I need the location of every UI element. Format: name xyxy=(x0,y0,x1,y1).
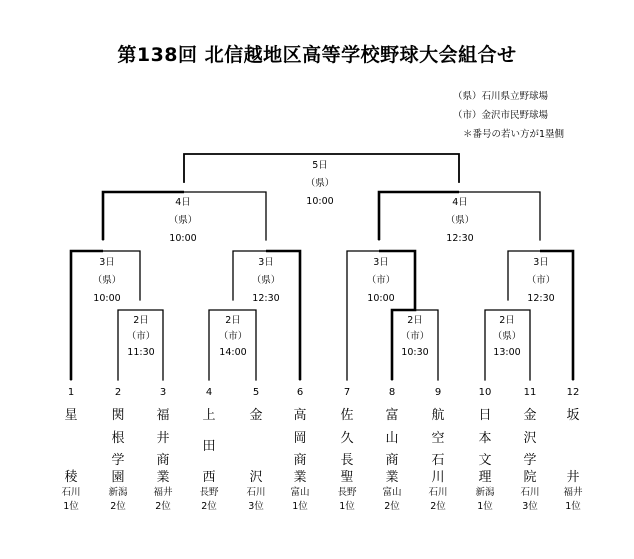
team-rank: 2位 xyxy=(155,501,171,512)
team-rank: 3位 xyxy=(248,501,264,512)
team-prefecture: 福井 xyxy=(153,487,173,498)
team-rank: 2位 xyxy=(110,501,126,512)
team-name-char: 学 xyxy=(111,453,125,468)
team-name-char: 商 xyxy=(156,453,170,468)
team-name-char: 文 xyxy=(478,453,492,468)
team-rank: 1位 xyxy=(477,501,493,512)
match-venue: （県） xyxy=(168,215,198,226)
team-seed-number: 4 xyxy=(205,387,213,398)
team-seed-number: 8 xyxy=(388,387,396,398)
team-name-char: 商 xyxy=(293,453,307,468)
team-rank: 2位 xyxy=(201,501,217,512)
match-day: 5日 xyxy=(312,160,328,171)
match-venue: （県） xyxy=(92,275,122,286)
match-r2 xyxy=(203,314,263,359)
team-rank: 1位 xyxy=(339,501,355,512)
legend-venue-prefectural: （県）石川県立野球場 xyxy=(453,91,549,102)
team-prefecture: 富山 xyxy=(382,487,402,498)
team-name-char: 業 xyxy=(156,470,170,485)
match-venue: （県） xyxy=(251,275,281,286)
match-qf1 xyxy=(77,256,137,305)
team-prefecture: 新潟 xyxy=(108,487,128,498)
match-semi-right xyxy=(430,196,490,245)
team-seed-number: 10 xyxy=(478,387,492,398)
match-day: 4日 xyxy=(452,197,468,208)
team-name-char: 井 xyxy=(566,470,580,485)
match-final xyxy=(290,159,350,208)
match-day: 2日 xyxy=(133,315,149,326)
match-day: 3日 xyxy=(373,257,389,268)
team-name-char: 業 xyxy=(293,470,307,485)
match-qf4 xyxy=(511,256,571,305)
team-name-char: 石 xyxy=(431,453,445,468)
match-day: 3日 xyxy=(258,257,274,268)
match-r3 xyxy=(385,314,445,359)
page-title: 第138回 北信越地区高等学校野球大会組合せ xyxy=(117,44,517,66)
match-time: 12:30 xyxy=(527,293,555,304)
match-venue: （県） xyxy=(445,215,475,226)
team-name-char: 西 xyxy=(202,470,216,485)
match-qf2 xyxy=(236,256,296,305)
team-rank: 2位 xyxy=(384,501,400,512)
team-seed-number: 6 xyxy=(296,387,304,398)
team-name-char: 関 xyxy=(111,408,125,423)
team-seed-number: 9 xyxy=(434,387,442,398)
match-day: 4日 xyxy=(175,197,191,208)
team-name-char: 園 xyxy=(111,470,125,485)
team-name-char: 富 xyxy=(385,408,399,423)
team-name-char: 金 xyxy=(523,408,537,423)
team-prefecture: 石川 xyxy=(520,487,540,498)
match-time: 12:30 xyxy=(252,293,280,304)
match-time: 14:00 xyxy=(219,347,247,358)
match-time: 10:00 xyxy=(367,293,395,304)
team-prefecture: 富山 xyxy=(290,487,310,498)
team-name-char: 金 xyxy=(249,408,263,423)
team-name-char: 沢 xyxy=(523,431,537,446)
match-r4 xyxy=(477,314,537,359)
team-name-char: 川 xyxy=(431,470,445,485)
team-seed-number: 3 xyxy=(159,387,167,398)
team-rank: 1位 xyxy=(292,501,308,512)
team-rank: 2位 xyxy=(430,501,446,512)
match-r1 xyxy=(111,314,171,359)
team-name-char: 坂 xyxy=(566,408,580,423)
match-time: 11:30 xyxy=(127,347,155,358)
team-seed-number: 7 xyxy=(343,387,351,398)
match-day: 2日 xyxy=(225,315,241,326)
team-rank: 1位 xyxy=(565,501,581,512)
team-name-char: 井 xyxy=(156,431,170,446)
team-name-char: 航 xyxy=(431,408,445,423)
team-name-char: 空 xyxy=(431,431,445,446)
match-qf3 xyxy=(351,256,411,305)
team-seed-number: 2 xyxy=(114,387,122,398)
match-day: 3日 xyxy=(533,257,549,268)
team-name-char: 理 xyxy=(478,470,492,485)
match-time: 10:00 xyxy=(169,233,197,244)
team-name-char: 沢 xyxy=(249,470,263,485)
legend-note-first-base: ＊番号の若い方が1塁側 xyxy=(463,129,565,140)
team-prefecture: 長野 xyxy=(337,487,357,498)
team-name-char: 聖 xyxy=(340,470,354,485)
team-name-char: 本 xyxy=(478,431,492,446)
team-seed-number: 1 xyxy=(67,387,75,398)
team-prefecture: 長野 xyxy=(199,487,219,498)
team-name-char: 久 xyxy=(340,431,354,446)
team-name-char: 上 xyxy=(202,408,216,423)
match-time: 12:30 xyxy=(446,233,474,244)
team-name-char: 高 xyxy=(293,408,307,423)
match-venue: （市） xyxy=(126,331,156,342)
team-name-char: 商 xyxy=(385,453,399,468)
match-time: 13:00 xyxy=(493,347,521,358)
match-venue: （市） xyxy=(218,331,248,342)
team-prefecture: 福井 xyxy=(563,487,583,498)
team-name-char: 院 xyxy=(523,470,537,485)
team-name-char: 稜 xyxy=(64,470,78,485)
match-venue: （市） xyxy=(366,275,396,286)
team-seed-number: 5 xyxy=(252,387,260,398)
team-rank: 1位 xyxy=(63,501,79,512)
match-time: 10:00 xyxy=(93,293,121,304)
team-prefecture: 石川 xyxy=(428,487,448,498)
match-semi-left xyxy=(153,196,213,245)
match-venue: （市） xyxy=(526,275,556,286)
match-day: 2日 xyxy=(499,315,515,326)
team-name-char: 田 xyxy=(202,439,216,454)
team-prefecture: 石川 xyxy=(246,487,266,498)
team-name-char: 日 xyxy=(478,408,492,423)
team-prefecture: 石川 xyxy=(61,487,81,498)
team-name-char: 学 xyxy=(523,453,537,468)
match-venue: （市） xyxy=(400,331,430,342)
team-name-char: 福 xyxy=(156,408,170,423)
team-name-char: 業 xyxy=(385,470,399,485)
match-venue: （県） xyxy=(492,331,522,342)
team-prefecture: 新潟 xyxy=(475,487,495,498)
team-name-char: 星 xyxy=(64,408,78,423)
team-name-char: 岡 xyxy=(293,431,307,446)
match-venue: （県） xyxy=(305,178,335,189)
team-name-char: 根 xyxy=(111,431,125,446)
match-time: 10:00 xyxy=(306,196,334,207)
team-name-char: 長 xyxy=(340,453,354,468)
match-time: 10:30 xyxy=(401,347,429,358)
match-day: 2日 xyxy=(407,315,423,326)
team-name-char: 山 xyxy=(385,431,399,446)
legend-venue-city: （市）金沢市民野球場 xyxy=(453,110,549,121)
team-rank: 3位 xyxy=(522,501,538,512)
team-seed-number: 11 xyxy=(523,387,537,398)
match-day: 3日 xyxy=(99,257,115,268)
team-seed-number: 12 xyxy=(566,387,580,398)
team-name-char: 佐 xyxy=(340,408,354,423)
